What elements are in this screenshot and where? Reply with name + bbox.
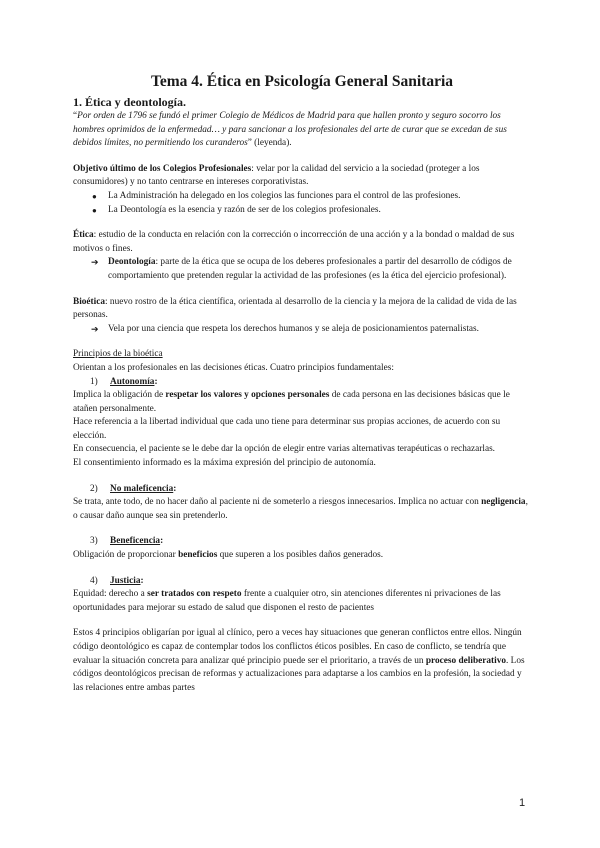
beneficencia-text: Obligación de proporcionar beneficios que superen a los posibles daños generados. — [73, 550, 384, 561]
arrow-right-icon: ➔ — [91, 323, 99, 334]
justicia-text: Equidad: derecho a ser tratados con respeto frente a cualquier otro, sin atenciones diferentes ni privaciones de las oportunidades para mejorar su estado de salud que disponen el resto de pacientes — [73, 589, 501, 613]
principles-heading: Principios de la bioética — [73, 349, 163, 360]
objetivo-paragraph: Objetivo último de los Colegios Profesionales: velar por la calidad del servicio a la sociedad (proteger a los consumidores) y no tanto centrarse en intereses corporativistas. — [73, 163, 480, 188]
autonomia-line-4: El consentimiento informado es la máxima expresión del principio de autonomía. — [73, 458, 376, 469]
principle-no-maleficencia-heading: 2) No maleficencia: — [90, 483, 177, 494]
bioetica-paragraph: Bioética: nuevo rostro de la ética científica, orientada al desarrollo de la ciencia y la mejora de la calidad de vida de las personas. — [73, 296, 517, 321]
arrow-right-icon: ➔ — [91, 257, 99, 268]
closing-paragraph: Estos 4 principios obligarían por igual al clínico, pero a veces hay situaciones que generan conflictos entre ellos. Ningún código deontológico es capaz de contemplar todos los conflictos éticos posibles. En caso de conflicto, se tendría que evaluar la situación concreta para analizar qué principio puede ser el prioritario, a través de un proceso deliberativo. Los códigos deontológicos precisan de reformas y actualizaciones para adaptarse a los cambios en la profesión, la sociedad y las relaciones entre ambas partes — [73, 628, 525, 693]
no-maleficencia-text: Se trata, ante todo, de no hacer daño al paciente ni de someterlo a riesgos innecesarios. Implica no actuar con negligencia, o causar daño aunque sea sin pretenderlo. — [73, 497, 528, 521]
bullet-icon: ● — [92, 205, 97, 215]
list-item: ➔ Vela por una ciencia que respeta los derechos humanos y se aleja de posicionamientos paternalistas. — [73, 323, 531, 337]
page-number: 1 — [519, 797, 526, 809]
principle-beneficencia-heading: 3) Beneficencia: — [90, 536, 164, 547]
page-title: Tema 4. Ética en Psicología General Sanitaria — [150, 73, 454, 90]
document-body — [73, 72, 531, 695]
list-item: ● La Deontología es la esencia y razón de ser de los colegios profesionales. — [73, 204, 531, 218]
list-item: ➔ Deontología: parte de la ética que se ocupa de los deberes profesionales a partir del desarrollo de códigos de comportamiento que pretenden regular la actividad de las profesiones (es la ética del ejercicio profesional). — [91, 257, 512, 281]
autonomia-line-1: Implica la obligación de respetar los valores y opciones personales de cada persona en las decisiones básicas que le atañen personalmente. — [73, 390, 510, 414]
objetivo-bullet-list — [73, 190, 531, 217]
section-heading: 1. Ética y deontología. — [73, 95, 186, 109]
etica-arrow-list — [73, 256, 531, 283]
principles-intro: Orientan a los profesionales en las decisiones éticas. Cuatro principios fundamentales: — [73, 362, 394, 373]
principle-autonomia-heading: 1) Autonomía: — [90, 376, 158, 387]
autonomia-line-3: En consecuencia, el paciente se le debe dar la opción de elegir entre varias alternativas terapéuticas o rechazarlas. — [73, 444, 496, 455]
list-item: ● La Administración ha delegado en los colegios las funciones para el control de las profesiones. — [73, 190, 531, 204]
autonomia-line-2: Hace referencia a la libertad individual que cada uno tiene para determinar sus propias acciones, de acuerdo con su elección. — [73, 417, 501, 441]
etica-paragraph: Ética: estudio de la conducta en relación con la corrección o incorrección de una acción y a la bondad o maldad de sus motivos o fines. — [73, 230, 515, 254]
principle-justicia-heading: 4) Justicia: — [90, 575, 144, 586]
historic-quote: “Por orden de 1796 se fundó el primer Colegio de Médicos de Madrid para que hallen pronto y seguro socorro los hombres oprimidos de la enfermedad… y para sancionar a los profesionales del arte de curar que se excedan de sus debidos límites, no permitiendo los curanderos” (leyenda). — [73, 111, 507, 149]
bioetica-arrow-list — [73, 323, 531, 337]
bullet-icon: ● — [92, 191, 97, 201]
